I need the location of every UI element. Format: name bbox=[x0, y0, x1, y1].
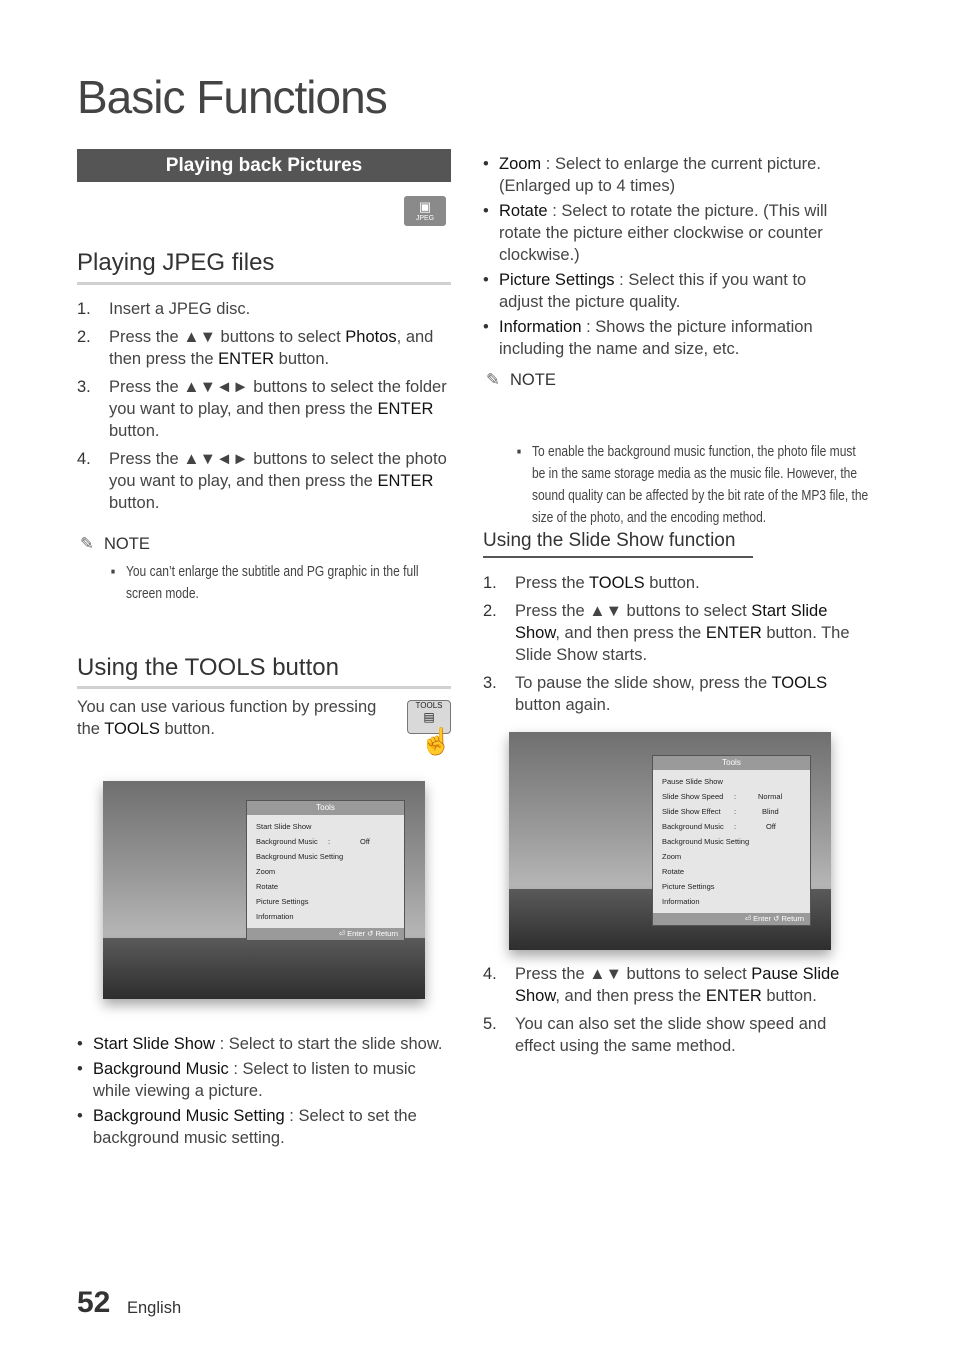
menu-item[interactable]: Pause Slide Show bbox=[662, 777, 723, 786]
tools-icon-label: TOOLS bbox=[415, 701, 443, 710]
tools-options-list-cont bbox=[483, 153, 853, 363]
menu-item[interactable]: Start Slide Show bbox=[256, 822, 312, 831]
slide-steps-b bbox=[483, 963, 853, 1063]
photo-ground bbox=[103, 938, 425, 999]
list-item: • Picture Settings : Select this if you want to adjust the picture quality. bbox=[483, 269, 853, 313]
menu-item[interactable]: Rotate bbox=[662, 867, 685, 876]
menu-item[interactable]: Picture Settings bbox=[256, 897, 309, 906]
tools-menu bbox=[652, 755, 811, 926]
menu-icon: ▤ bbox=[423, 710, 435, 724]
menu-body bbox=[653, 770, 810, 913]
menu-item[interactable]: Zoom bbox=[662, 852, 682, 861]
pencil-icon: ✎ bbox=[80, 535, 94, 553]
menu-item[interactable]: Background Music Setting bbox=[662, 837, 750, 846]
tools-options-list bbox=[77, 1033, 457, 1152]
menu-item[interactable]: Slide Show Speed : Normal bbox=[662, 792, 783, 801]
list-item: 2. Press the ▲▼ buttons to select Start Slide Show, and then press the ENTER button. The Slide Show starts. bbox=[483, 602, 850, 664]
menu-item[interactable]: Picture Settings bbox=[662, 882, 715, 891]
list-item: 3. Press the ▲▼◄► buttons to select the folder you want to play, and then press the ENTER button. bbox=[77, 378, 447, 440]
page-language: English bbox=[127, 1299, 182, 1317]
hand-pointer-icon: ☝ bbox=[420, 726, 453, 756]
menu-item[interactable]: Background Music : Off bbox=[256, 837, 370, 846]
slide-steps-a bbox=[483, 572, 853, 722]
list-item: • Background Music Setting : Select to set the background music setting. bbox=[77, 1105, 457, 1149]
menu-body bbox=[247, 815, 404, 928]
list-item: • Background Music : Select to listen to music while viewing a picture. bbox=[77, 1058, 457, 1102]
menu-item[interactable]: Slide Show Effect : Blind bbox=[662, 807, 779, 816]
heading-playing-jpeg: Playing JPEG files bbox=[77, 249, 275, 276]
tools-intro: You can use various function by pressing the TOOLS button. bbox=[77, 698, 377, 738]
menu-item[interactable]: Information bbox=[256, 912, 294, 921]
list-item: 1. Insert a JPEG disc. bbox=[77, 300, 251, 318]
heading-rule bbox=[77, 686, 451, 689]
heading-rule bbox=[77, 282, 451, 285]
menu-footer: ⏎ Enter ↺ Return bbox=[653, 913, 810, 925]
page-number: 52 bbox=[77, 1286, 111, 1319]
pencil-icon: ✎ bbox=[486, 371, 500, 389]
note-text: ■ You can’t enlarge the subtitle and PG graphic in the full screen mode. bbox=[111, 561, 458, 605]
slideshow-menu-screenshot bbox=[509, 732, 831, 950]
menu-footer: ⏎ Enter ↺ Return bbox=[247, 928, 404, 940]
tools-menu-screenshot bbox=[103, 781, 425, 999]
section-banner: Playing back Pictures bbox=[77, 149, 451, 182]
tools-menu bbox=[246, 800, 405, 941]
menu-item[interactable]: Background Music : Off bbox=[662, 822, 776, 831]
menu-item[interactable]: Zoom bbox=[256, 867, 276, 876]
heading-slide-show: Using the Slide Show function bbox=[483, 530, 736, 551]
list-item: • Rotate : Select to rotate the picture. (This will rotate the picture either clockwise or counter clockwise.) bbox=[483, 200, 853, 266]
note-text: ■ To enable the background music function, the photo file must be in the same storage media as the music file. However, the sound quality can be affected by the bit rate of the MP3 file, the size of the photo, and the encoding method. bbox=[517, 441, 872, 529]
note-heading: ✎ NOTE bbox=[80, 535, 150, 553]
jpeg-steps bbox=[77, 298, 452, 520]
jpeg-icon bbox=[404, 196, 446, 226]
list-item: 3. To pause the slide show, press the TOOLS button again. bbox=[483, 674, 828, 714]
heading-underline bbox=[483, 556, 753, 558]
list-item: • Information : Shows the picture information including the name and size, etc. bbox=[483, 316, 853, 360]
list-item: 2. Press the ▲▼ buttons to select Photos, and then press the ENTER button. bbox=[77, 328, 434, 368]
note-heading: ✎ NOTE bbox=[486, 371, 556, 389]
list-item: 5. You can also set the slide show speed and effect using the same method. bbox=[483, 1015, 827, 1055]
picture-icon: ▣ bbox=[418, 199, 432, 214]
heading-tools-button: Using the TOOLS button bbox=[77, 654, 339, 681]
page-title: Basic Functions bbox=[77, 71, 387, 123]
menu-title: Tools bbox=[653, 756, 810, 770]
list-item: • Zoom : Select to enlarge the current picture. (Enlarged up to 4 times) bbox=[483, 153, 853, 197]
list-item: • Start Slide Show : Select to start the slide show. bbox=[77, 1033, 457, 1055]
menu-item[interactable]: Information bbox=[662, 897, 700, 906]
menu-item[interactable]: Rotate bbox=[256, 882, 279, 891]
menu-item[interactable]: Background Music Setting bbox=[256, 852, 344, 861]
list-item: 1. Press the TOOLS button. bbox=[483, 574, 700, 592]
list-item: 4. Press the ▲▼ buttons to select Pause Slide Show, and then press the ENTER button. bbox=[483, 965, 840, 1005]
jpeg-icon-label: JPEG bbox=[415, 215, 435, 222]
menu-title: Tools bbox=[247, 801, 404, 815]
list-item: 4. Press the ▲▼◄► buttons to select the photo you want to play, and then press the ENTER button. bbox=[77, 450, 447, 512]
